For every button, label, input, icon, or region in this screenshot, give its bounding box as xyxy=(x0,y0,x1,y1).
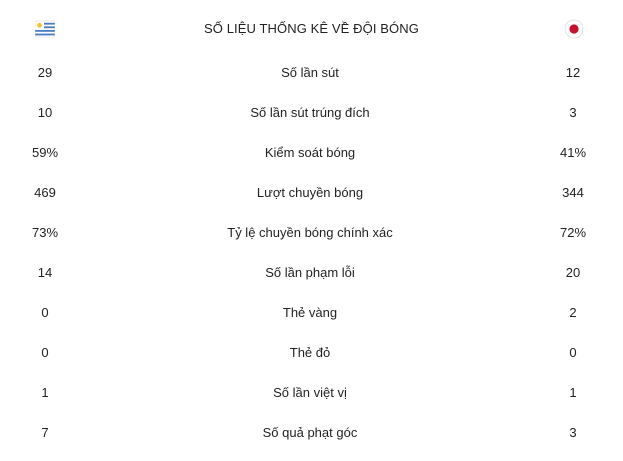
stat-label: Kiểm soát bóng xyxy=(264,145,356,160)
home-value: 7 xyxy=(41,425,49,440)
stat-label: Số quả phạt góc xyxy=(262,425,358,440)
stat-label: Số lần sút xyxy=(281,65,339,80)
home-value: 29 xyxy=(37,65,53,80)
stat-label: Thẻ vàng xyxy=(282,305,338,320)
away-value: 20 xyxy=(565,265,581,280)
stat-row-offsides xyxy=(0,373,623,413)
stat-label: Số lần sút trúng đích xyxy=(250,105,370,120)
stat-label: Số lần việt vị xyxy=(273,385,347,400)
stat-row-shots xyxy=(0,53,623,93)
home-value: 469 xyxy=(34,185,56,200)
stats-rows xyxy=(0,53,623,453)
away-value: 41% xyxy=(559,145,587,160)
stat-label: Thẻ đỏ xyxy=(289,345,331,360)
stat-row-shots-on-target xyxy=(0,93,623,133)
away-value: 2 xyxy=(569,305,577,320)
japan-flag-icon xyxy=(564,19,584,39)
away-value: 344 xyxy=(562,185,584,200)
away-value: 12 xyxy=(565,65,581,80)
stat-row-fouls xyxy=(0,253,623,293)
stat-row-pass-accuracy xyxy=(0,213,623,253)
away-value: 3 xyxy=(569,425,577,440)
stat-row-possession xyxy=(0,133,623,173)
home-value: 1 xyxy=(41,385,49,400)
stat-label: Số lần phạm lỗi xyxy=(265,265,355,280)
stat-row-red-cards xyxy=(0,333,623,373)
stat-row-yellow-cards xyxy=(0,293,623,333)
away-value: 0 xyxy=(569,345,577,360)
stats-title: SỐ LIỆU THỐNG KÊ VỀ ĐỘI BÓNG xyxy=(204,21,419,36)
stat-label: Tỷ lệ chuyền bóng chính xác xyxy=(227,225,393,240)
home-value: 0 xyxy=(41,345,49,360)
home-value: 10 xyxy=(37,105,53,120)
stat-label: Lượt chuyền bóng xyxy=(256,185,364,200)
home-value: 14 xyxy=(37,265,53,280)
home-value: 0 xyxy=(41,305,49,320)
away-value: 1 xyxy=(569,385,577,400)
stat-row-passes xyxy=(0,173,623,213)
away-value: 72% xyxy=(559,225,587,240)
stat-row-corners xyxy=(0,413,623,453)
home-value: 59% xyxy=(31,145,59,160)
stats-header xyxy=(0,12,623,48)
away-value: 3 xyxy=(569,105,577,120)
home-value: 73% xyxy=(31,225,59,240)
